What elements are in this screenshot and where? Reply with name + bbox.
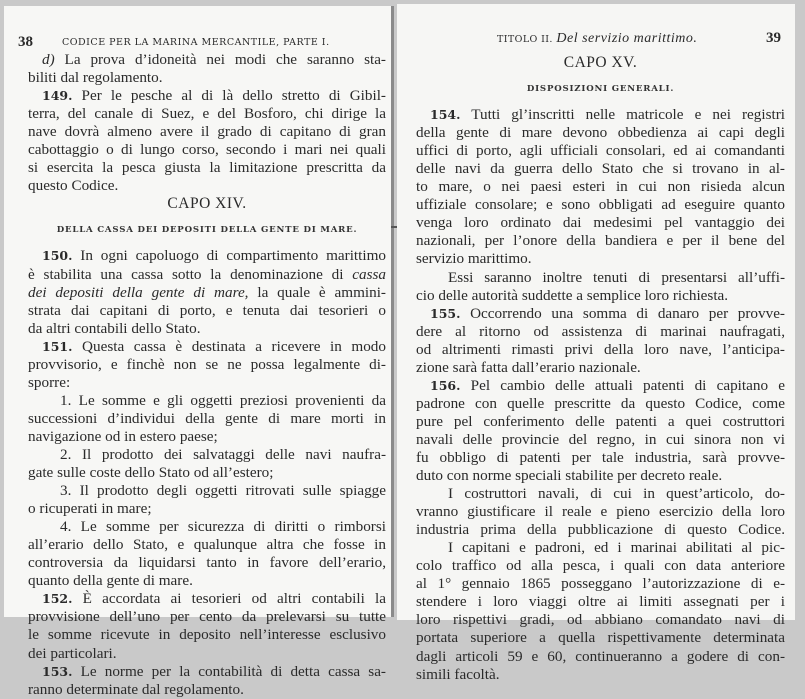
line-text: della gente di mare devono obbedienza ai capi degli	[416, 124, 785, 142]
text-line	[28, 428, 386, 446]
line-text: provvisorio, e finchè non se ne possa legalmente di-	[28, 355, 386, 373]
line-text: quanto della gente di mare.	[28, 572, 193, 590]
text-line	[416, 196, 785, 214]
line-text: simili facoltà.	[416, 665, 500, 683]
article-number: 152.	[42, 591, 73, 607]
chapter-subheading	[416, 80, 785, 98]
line-text: I costruttori navali, di cui in quest’articolo, do-	[448, 485, 785, 503]
line-text: Per le pesche al di là dello stretto di Gibil-	[72, 87, 386, 105]
text-line	[416, 467, 785, 485]
text-line	[416, 287, 785, 305]
text-line	[28, 320, 386, 338]
running-head: CODICE PER LA MARINA MERCANTILE, PARTE I.	[62, 37, 330, 48]
text-line	[416, 539, 785, 557]
article-number: 150.	[42, 248, 73, 264]
line-text: navigazione od in estero paese;	[28, 427, 218, 445]
text-line	[416, 666, 785, 684]
line-text: od altrimenti rimasti privi della loro nave, l’anticipa-	[416, 340, 785, 358]
text-line	[416, 593, 785, 611]
line-text: cio delle autorità suddette a semplice loro richiesta.	[416, 286, 729, 304]
text-line	[416, 341, 785, 359]
article-number: 156.	[430, 377, 461, 393]
line-text: nazionali, per l’onore della bandiera e per il bene del	[416, 232, 785, 250]
line-text: 3. Il prodotto degli oggetti ritrovati sulle spiagge	[60, 482, 386, 500]
text-line	[416, 485, 785, 503]
text-line	[28, 266, 386, 284]
page-number: 39	[766, 30, 781, 46]
line-text: Pel cambio delle attuali patenti di capitano e	[460, 376, 785, 394]
line-text: all’erario dello Stato, e qualunque altra che fosse in	[28, 536, 386, 554]
text-line	[416, 106, 785, 124]
line-text: stendere i loro viaggi oltre ai limiti assegnati per i	[416, 593, 785, 611]
line-text: da altri contabili dello Stato.	[28, 319, 201, 337]
text-line	[28, 159, 386, 177]
line-text: CAPO XIV.	[167, 195, 247, 213]
line-text: duto con norme speciali stabilite per decreto reale.	[416, 467, 723, 485]
line-text: controversia da liquidarsi tanto in favore dell’erario,	[28, 554, 386, 572]
chapter-heading	[416, 54, 785, 72]
line-text: o ricuperati in mare;	[28, 500, 152, 518]
text-line	[28, 645, 386, 663]
left-page	[4, 6, 394, 698]
right-page	[397, 4, 795, 683]
line-text: è stabilita una cassa sotto la denominazione di	[28, 265, 353, 283]
text-line	[416, 269, 785, 287]
line-text: Occorrendo una somma di danaro per provve-	[460, 304, 785, 322]
line-text: dagli articoli 59 e 60, continueranno a godere di con-	[416, 647, 785, 665]
line-text: strata dai capitani di porto, e tenuta dai tesorieri o	[28, 301, 386, 319]
text-line	[416, 142, 785, 160]
text-line	[416, 214, 785, 232]
text-line	[28, 626, 386, 644]
line-text: La prova d’idoneità nei modi che saranno sta-	[54, 51, 386, 68]
text-line	[416, 503, 785, 521]
text-line	[28, 338, 386, 356]
text-line	[28, 392, 386, 410]
line-text: Le norme per la contabilità di detta cassa sa-	[72, 662, 386, 680]
line-text: questo Codice.	[28, 177, 119, 195]
line-text: la quale è ammini-	[248, 283, 386, 301]
text-line	[28, 302, 386, 320]
text-line	[28, 374, 386, 392]
text-line	[28, 410, 386, 428]
text-line	[28, 69, 386, 87]
line-text: 2. Il prodotto dei salvataggi delle navi naufra-	[60, 445, 386, 463]
line-text: cabottaggio o di lungo corso, secondo i mari nei quali	[28, 141, 386, 159]
line-text: Questa cassa è destinata a ricevere in modo	[72, 337, 386, 355]
text-line	[416, 323, 785, 341]
line-text: delle navi da guerra dello Stato che si trovano in al-	[416, 160, 785, 178]
text-line	[416, 575, 785, 593]
text-line	[28, 177, 386, 195]
text-line	[28, 51, 386, 69]
line-text: DISPOSIZIONI GENERALI.	[526, 84, 675, 95]
line-text: In ogni capoluogo di compartimento marittimo	[72, 247, 386, 265]
text-line	[28, 284, 386, 302]
text-line	[28, 608, 386, 626]
text-line	[416, 160, 785, 178]
article-number: 153.	[42, 663, 73, 679]
text-line	[416, 413, 785, 431]
running-head	[497, 31, 697, 47]
line-text: servizio marittimo.	[416, 250, 532, 268]
text-line	[416, 629, 785, 647]
running-head-title: TITOLO II.	[497, 34, 553, 45]
line-text: uffiziale consolare; e sono obbligati ad eseguire quanto	[416, 196, 785, 214]
article-number: 151.	[42, 338, 73, 354]
line-text: al 1° gennaio 1865 posseggano l’autorizzazione di e-	[416, 575, 785, 593]
line-text: to mare, o nei paesi esteri in cui non risieda alcun	[416, 178, 785, 196]
line-text: industria prima della pubblicazione di questo Codice.	[416, 521, 785, 539]
line-text: nave dovrà almeno avere il grado di capitano di gran	[28, 123, 386, 141]
line-text: biliti dal regolamento.	[28, 69, 163, 87]
text-line	[28, 87, 386, 105]
line-text: zione sarà fatta dall’erario nazionale.	[416, 358, 641, 376]
running-head-section: Del servizio marittimo.	[556, 31, 698, 46]
text-line	[28, 536, 386, 554]
italic-text: dei depositi della gente di mare,	[28, 283, 249, 301]
italic-text: d)	[42, 51, 55, 68]
line-text: portata superiore a quella rispettivamente determinata	[416, 629, 785, 647]
italic-text: cassa	[352, 265, 386, 283]
line-text: Essi saranno inoltre tenuti di presentarsi all’uffi-	[448, 268, 785, 286]
page-number: 38	[18, 34, 33, 50]
text-line	[416, 431, 785, 449]
article-number: 155.	[430, 305, 461, 321]
text-line	[28, 356, 386, 374]
page-body-text	[416, 54, 785, 684]
text-line	[28, 482, 386, 500]
line-text: gate sulle coste dello Stato od all’estero;	[28, 464, 274, 482]
text-line	[28, 105, 386, 123]
text-line	[416, 377, 785, 395]
line-text: È accordata ai tesorieri od altri contabili la	[72, 590, 386, 608]
line-text: padrone con quelle prescritte da questo Codice, come	[416, 394, 785, 412]
line-text: colo traffico od alla pesca, i quali con data anteriore	[416, 557, 785, 575]
text-line	[28, 464, 386, 482]
line-text: si esercita la pesca giusta la limitazione prescritta da	[28, 159, 386, 177]
line-text: le somme ricevute in deposito nell’interesse esclusivo	[28, 626, 386, 644]
text-line	[416, 232, 785, 250]
text-line	[416, 395, 785, 413]
text-line	[416, 250, 785, 268]
text-line	[28, 247, 386, 265]
line-text: dei particolari.	[28, 644, 117, 662]
article-number: 149.	[42, 88, 73, 104]
text-line	[416, 648, 785, 666]
line-text: loro rispettivi gradi, od abbiano comandato navi di	[416, 611, 785, 629]
line-text: navali delle provincie del regno, in cui sinora non vi	[416, 430, 785, 448]
chapter-subheading	[28, 221, 386, 239]
text-line	[28, 681, 386, 699]
binding-mark	[391, 226, 397, 228]
text-line	[28, 663, 386, 681]
text-line	[416, 178, 785, 196]
line-text: provvisione dell’uno per cento da prelevarsi su tutte	[28, 608, 386, 626]
text-line	[416, 359, 785, 377]
line-text: DELLA CASSA DEI DEPOSITI DELLA GENTE DI MARE.	[56, 225, 358, 236]
text-line	[28, 554, 386, 572]
text-line	[28, 446, 386, 464]
text-line	[416, 449, 785, 467]
line-text: fu obbligo di patenti per tale industria, sarà provve-	[416, 448, 785, 466]
text-line	[416, 521, 785, 539]
text-line	[28, 123, 386, 141]
text-line	[28, 590, 386, 608]
line-text: dere al ritorno od assistenza di marinai naufragati,	[416, 322, 785, 340]
text-line	[28, 500, 386, 518]
line-text: ranno determinate dal regolamento.	[28, 680, 244, 698]
line-text: terra, del canale di Suez, e del Bosforo, chi dirige la	[28, 105, 386, 123]
text-line	[28, 141, 386, 159]
line-text: Tutti gl’inscritti nelle matricole e nei registri	[460, 106, 785, 124]
line-text: pure pel conferimento delle patenti a quei costruttori	[416, 412, 785, 430]
line-text: successioni d’individui della gente di mare morti in	[28, 409, 386, 427]
line-text: uffici di porto, agli ufficiali consolari, ed ai comandanti	[416, 142, 785, 160]
text-line	[416, 557, 785, 575]
text-line	[416, 124, 785, 142]
text-line	[28, 518, 386, 536]
line-text: CAPO XV.	[563, 54, 638, 71]
line-text: 4. Le somme per sicurezza di diritti o rimborsi	[60, 518, 386, 536]
line-text: I capitani e padroni, ed i marinai abilitati al pic-	[448, 539, 785, 557]
line-text: sporre:	[28, 373, 71, 391]
article-number: 154.	[430, 107, 461, 123]
chapter-heading	[28, 195, 386, 213]
text-line	[28, 572, 386, 590]
page-body-text	[28, 51, 386, 699]
line-text: 1. Le somme e gli oggetti preziosi provenienti da	[60, 391, 386, 409]
text-line	[416, 305, 785, 323]
line-text: venga loro ordinato dai medesimi pel vantaggio dei	[416, 214, 785, 232]
line-text: vranno giustificare il reale e pieno esercizio della loro	[416, 503, 785, 521]
